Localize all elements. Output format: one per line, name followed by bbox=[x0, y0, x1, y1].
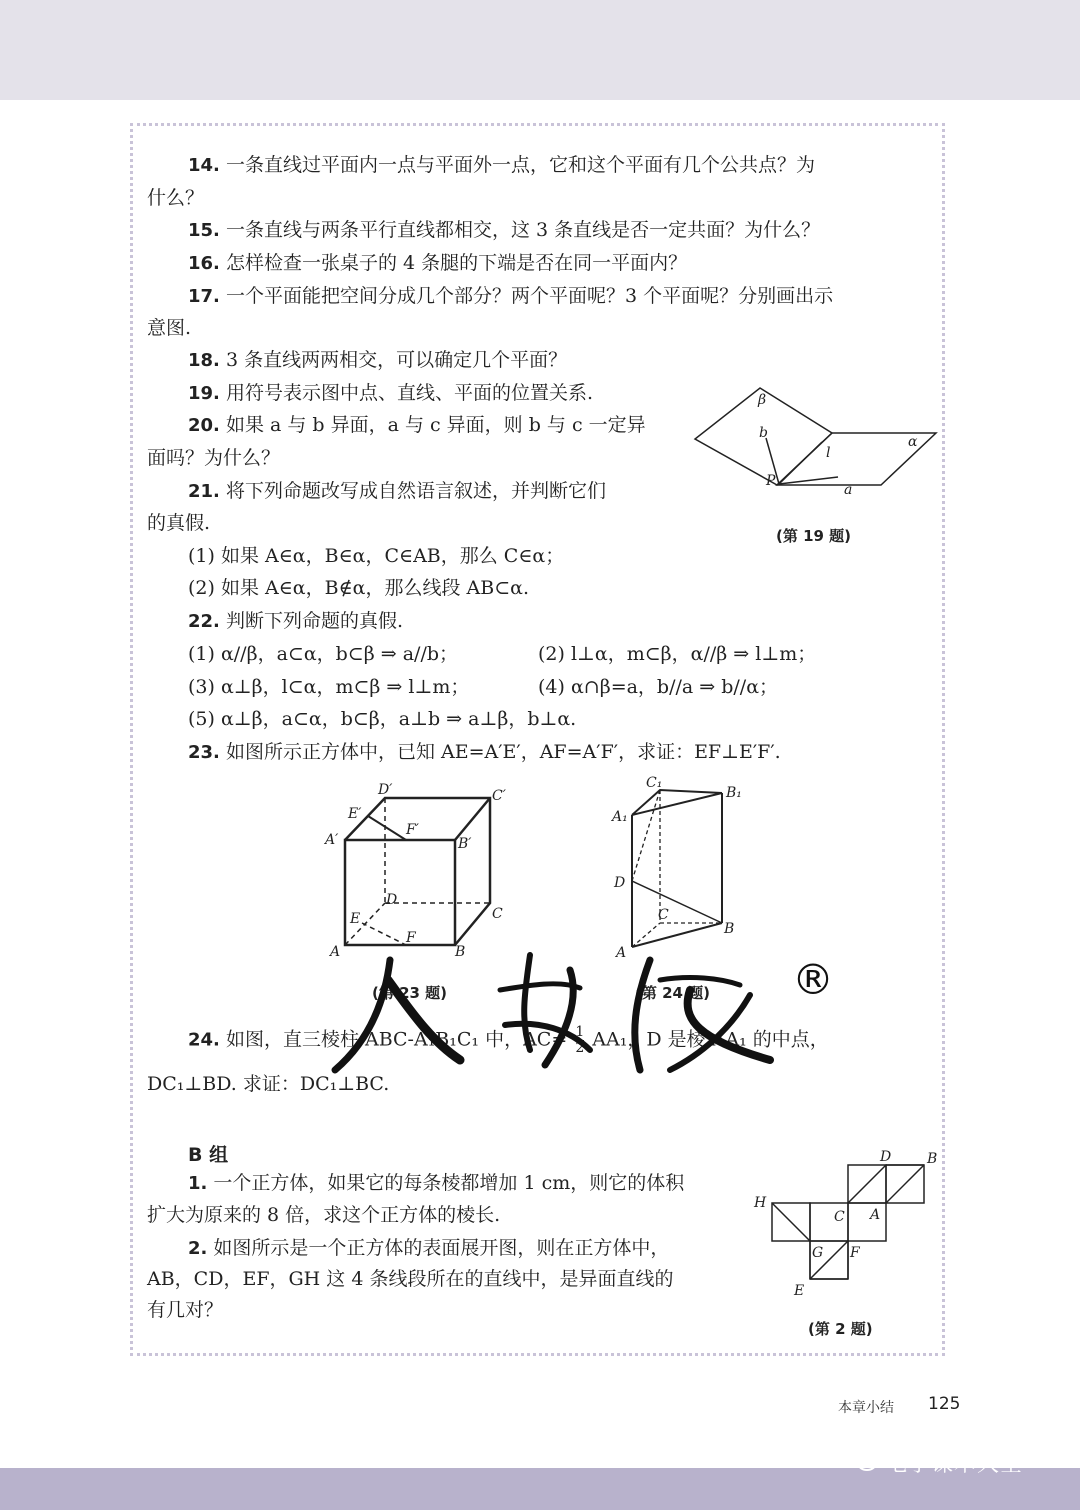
segment-AB bbox=[886, 1165, 924, 1203]
label-l: l bbox=[826, 445, 831, 461]
registered-mark: ® bbox=[792, 955, 834, 1004]
problem-20-continuation: 面吗？为什么？ bbox=[147, 447, 281, 469]
cube-front-face bbox=[345, 840, 455, 945]
problem-text: 如图，直三棱柱 ABC-A₁B₁C₁ 中，AC= bbox=[225, 1028, 568, 1051]
label-B: B bbox=[455, 944, 466, 960]
problem-number: 14. bbox=[188, 155, 220, 176]
figure-23 bbox=[320, 780, 520, 965]
problem-21-continuation: 的真假. bbox=[147, 512, 211, 534]
line-a bbox=[779, 477, 838, 484]
problem-number: 24. bbox=[188, 1029, 220, 1051]
line-l bbox=[779, 442, 822, 484]
label-A1: A₁ bbox=[612, 809, 628, 825]
logo-text: 人教版 bbox=[330, 940, 333, 941]
problem-text: 判断下列命题的真假. bbox=[225, 610, 403, 632]
problem-text: 怎样检查一张桌子的 4 条腿的下端是否在同一平面内？ bbox=[225, 252, 688, 274]
problem-text: 一个平面能把空间分成几个部分？两个平面呢？3 个平面呢？分别画出示 bbox=[225, 285, 834, 307]
problem-number: 16. bbox=[188, 253, 220, 274]
label-C: C bbox=[834, 1209, 845, 1225]
problem-text: 3 条直线两两相交，可以确定几个平面？ bbox=[225, 349, 568, 371]
label-H: H bbox=[754, 1195, 767, 1211]
publisher-logo-stamp bbox=[330, 940, 810, 1080]
fraction-denominator: 2 bbox=[575, 1040, 585, 1056]
problem-text: 一条直线过平面内一点与平面外一点，它和这个平面有几个公共点？为 bbox=[225, 154, 815, 176]
section-b-problem-2-continuation: AB，CD，EF，GH 这 4 条线段所在的直线中，是异面直线的 bbox=[147, 1268, 674, 1290]
label-Dp: D′ bbox=[378, 782, 393, 798]
fraction-numerator: 1 bbox=[575, 1024, 585, 1040]
problem-number: 21. bbox=[188, 481, 220, 502]
problem-22-item-4: (4) α∩β=a，b//a ⇒ b//α； bbox=[538, 676, 779, 698]
segment-EpFp bbox=[368, 816, 406, 840]
segment-DB bbox=[632, 881, 722, 923]
problem-number: 22. bbox=[188, 611, 220, 632]
problem-21-item-1: (1) 如果 A∈α，B∈α，C∈AB，那么 C∈α； bbox=[188, 545, 565, 567]
label-D: D bbox=[386, 892, 398, 908]
label-E: E bbox=[350, 911, 361, 927]
section-b-title: B 组 bbox=[188, 1144, 229, 1166]
label-A: A bbox=[330, 944, 341, 960]
label-b: b bbox=[759, 425, 768, 441]
problem-text: 如果 a 与 b 异面，a 与 c 异面，则 b 与 c 一定异 bbox=[225, 414, 646, 436]
label-B1: B₁ bbox=[726, 785, 742, 801]
label-E: E bbox=[794, 1283, 805, 1299]
label-C1: C₁ bbox=[646, 775, 663, 791]
figure-24 bbox=[608, 775, 758, 965]
channel-watermark: 电子课本大全 bbox=[885, 1452, 1024, 1477]
problem-22-item-3: (3) α⊥β，l⊂α，m⊂β ⇒ l⊥m； bbox=[188, 676, 470, 698]
label-B: B bbox=[724, 921, 735, 937]
label-Ap: A′ bbox=[325, 832, 339, 848]
problem-22-item-1: (1) α//β，a⊂α，b⊂β ⇒ a//b； bbox=[188, 643, 459, 665]
problem-22-item-5: (5) α⊥β，a⊂α，b⊂β，a⊥b ⇒ a⊥β，b⊥α. bbox=[188, 708, 577, 730]
figure-19-caption: (第 19 题) bbox=[776, 527, 852, 545]
label-F: F bbox=[406, 930, 416, 946]
problem-16 bbox=[188, 250, 687, 277]
problem-22-item-2: (2) l⊥α，m⊂β，α//β ⇒ l⊥m； bbox=[538, 643, 817, 665]
problem-text: 用符号表示图中点、直线、平面的位置关系. bbox=[225, 382, 593, 404]
problem-24-continuation: DC₁⊥BD. 求证：DC₁⊥BC. bbox=[147, 1073, 390, 1095]
problem-18 bbox=[188, 347, 567, 374]
label-D: D bbox=[880, 1149, 892, 1165]
figure-2-caption: (第 2 题) bbox=[808, 1320, 873, 1338]
problem-number: 18. bbox=[188, 350, 220, 371]
problem-number: 17. bbox=[188, 286, 220, 307]
label-C: C bbox=[658, 907, 669, 923]
problem-14 bbox=[188, 152, 815, 179]
label-Fp: F′ bbox=[406, 822, 419, 838]
problem-number: 15. bbox=[188, 220, 220, 241]
label-alpha: α bbox=[908, 434, 918, 450]
problem-20 bbox=[188, 412, 646, 439]
problem-21-item-2: (2) 如果 A∈α，B∉α，那么线段 AB⊂α. bbox=[188, 577, 529, 599]
problem-text: AA₁，D 是棱 AA₁ 的中点， bbox=[592, 1028, 829, 1051]
problem-text: 如图所示正方体中，已知 AE=A′E′，AF=A′F′，求证：EF⊥E′F′. bbox=[225, 741, 781, 763]
label-Ep: E′ bbox=[348, 806, 362, 822]
label-Bp: B′ bbox=[458, 836, 472, 852]
label-F: F bbox=[850, 1245, 860, 1261]
label-beta: β bbox=[758, 392, 767, 408]
label-A: A bbox=[616, 945, 627, 961]
segment-CD bbox=[848, 1165, 886, 1203]
label-D: D bbox=[614, 875, 626, 891]
label-P: P bbox=[766, 473, 776, 489]
label-G: G bbox=[812, 1245, 824, 1261]
figure-23-caption: (第 23 题) bbox=[372, 984, 448, 1002]
footer-section-title: 本章小结 bbox=[838, 1400, 894, 1416]
label-C: C bbox=[492, 906, 503, 922]
problem-number: 20. bbox=[188, 415, 220, 436]
label-B: B bbox=[927, 1151, 938, 1167]
problem-17 bbox=[188, 283, 833, 310]
cube-edge bbox=[455, 798, 490, 840]
section-b-problem-1-continuation: 扩大为原来的 8 倍，求这个正方体的棱长. bbox=[147, 1204, 501, 1226]
problem-number: 1. bbox=[188, 1173, 208, 1194]
problem-22 bbox=[188, 608, 403, 635]
label-A: A bbox=[870, 1207, 881, 1223]
label-a: a bbox=[844, 482, 853, 498]
figure-2 bbox=[750, 1145, 945, 1305]
wechat-icon bbox=[846, 1446, 878, 1474]
problem-text: 如图所示是一个正方体的表面展开图，则在正方体中， bbox=[213, 1237, 670, 1259]
section-b-problem-2 bbox=[188, 1235, 669, 1262]
problem-23 bbox=[188, 739, 781, 766]
section-b-problem-2-continuation-2: 有几对？ bbox=[147, 1299, 224, 1321]
figure-24-caption: (第 24 题) bbox=[635, 984, 711, 1002]
problem-text: 一条直线与两条平行直线都相交，这 3 条直线是否一定共面？为什么？ bbox=[225, 219, 821, 241]
top-background-band bbox=[0, 0, 1080, 100]
figure-19 bbox=[690, 380, 950, 510]
problem-text: 将下列命题改写成自然语言叙述，并判断它们 bbox=[225, 480, 606, 502]
problem-15 bbox=[188, 217, 820, 244]
problem-21 bbox=[188, 478, 606, 505]
section-b-problem-1 bbox=[188, 1170, 684, 1197]
problem-17-continuation: 意图. bbox=[147, 317, 192, 339]
problem-number: 19. bbox=[188, 383, 220, 404]
footer-page-number: 125 bbox=[928, 1394, 961, 1414]
problem-text: 一个正方体，如果它的每条棱都增加 1 cm，则它的体积 bbox=[213, 1172, 685, 1194]
problem-number: 2. bbox=[188, 1238, 208, 1259]
problem-19 bbox=[188, 380, 593, 407]
problem-number: 23. bbox=[188, 742, 220, 763]
problem-14-continuation: 什么？ bbox=[147, 187, 205, 209]
segment-GH bbox=[772, 1203, 810, 1241]
label-Cp: C′ bbox=[492, 788, 506, 804]
